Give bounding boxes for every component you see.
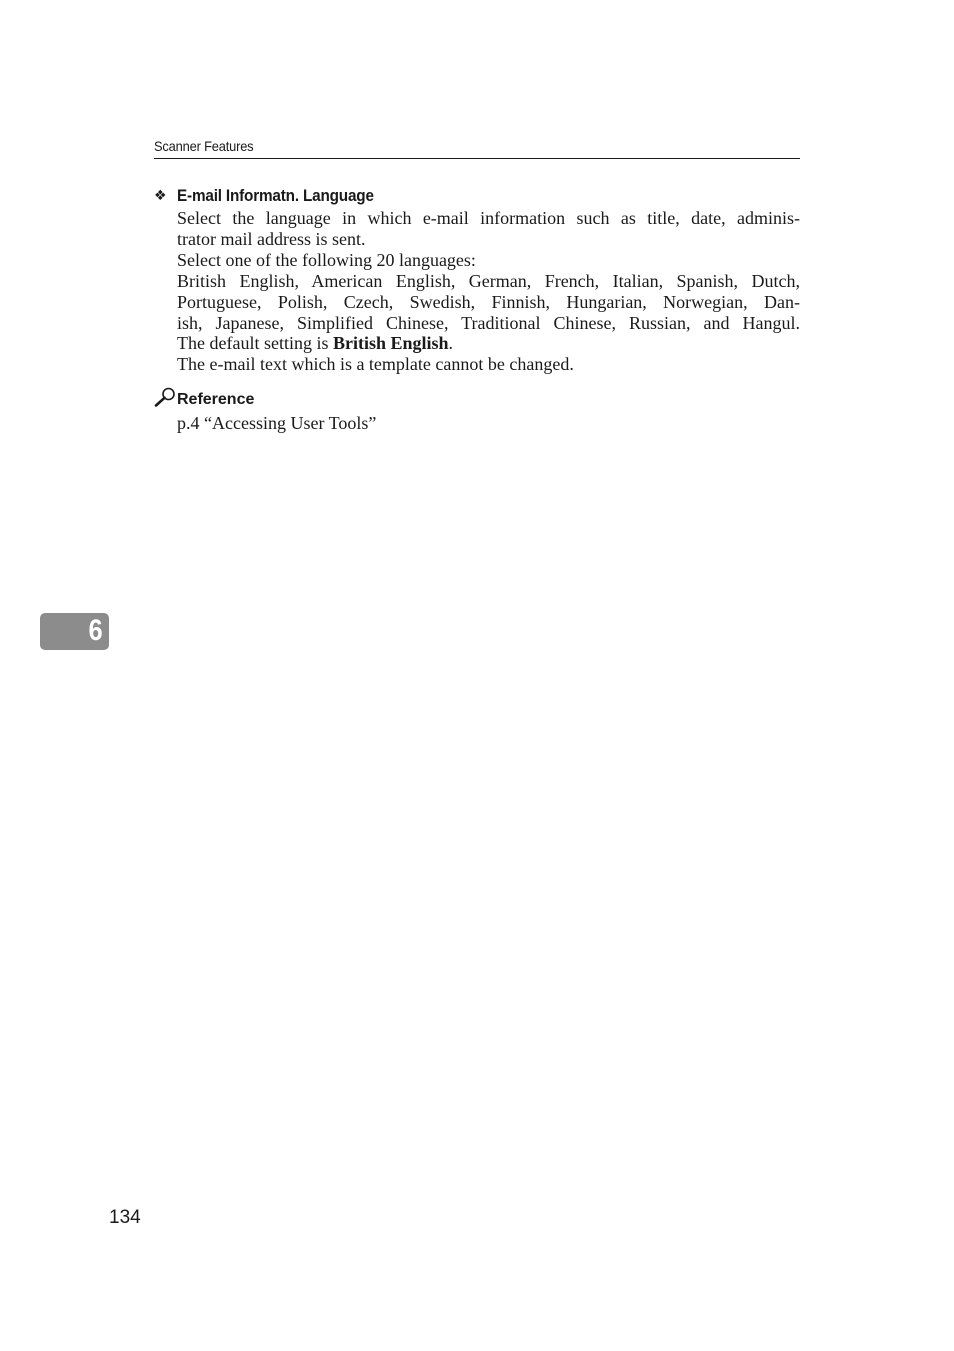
template-note-line: The e-mail text which is a template cannot be changed. bbox=[177, 354, 574, 375]
language-list-line-2: Portuguese, Polish, Czech, Swedish, Finnish, Hungarian, Norwegian, Dan- bbox=[177, 291, 800, 312]
default-setting-suffix: . bbox=[448, 333, 454, 354]
page-number: 134 bbox=[109, 1207, 141, 1228]
description-line-1: Select the language in which e-mail information such as title, date, adminis- bbox=[177, 208, 800, 228]
section-body bbox=[177, 208, 800, 375]
description-line-2: trator mail address is sent. bbox=[177, 228, 366, 249]
language-count-line: Select one of the following 20 languages: bbox=[177, 249, 476, 270]
reference-link[interactable]: p.4 “Accessing User Tools” bbox=[177, 413, 377, 433]
default-setting-line bbox=[177, 333, 800, 354]
chapter-number: 6 bbox=[88, 614, 103, 647]
chapter-tab bbox=[40, 613, 109, 650]
section-heading bbox=[154, 186, 396, 206]
reference-label: Reference bbox=[177, 391, 255, 408]
default-setting-prefix: The default setting is bbox=[177, 333, 333, 354]
magnifier-icon bbox=[154, 386, 178, 408]
section-heading-text: E-mail Informatn. Language bbox=[177, 186, 374, 205]
running-header-title: Scanner Features bbox=[154, 138, 254, 154]
language-list-line-1: British English, American English, German, French, Italian, Spanish, Dutch, bbox=[177, 270, 800, 291]
header-rule bbox=[154, 158, 800, 159]
language-list-line-3: ish, Japanese, Simplified Chinese, Traditional Chinese, Russian, and Hangul. bbox=[177, 312, 800, 333]
diamond-bullet-icon: ❖ bbox=[154, 187, 167, 203]
default-setting-value: British English bbox=[332, 333, 449, 354]
